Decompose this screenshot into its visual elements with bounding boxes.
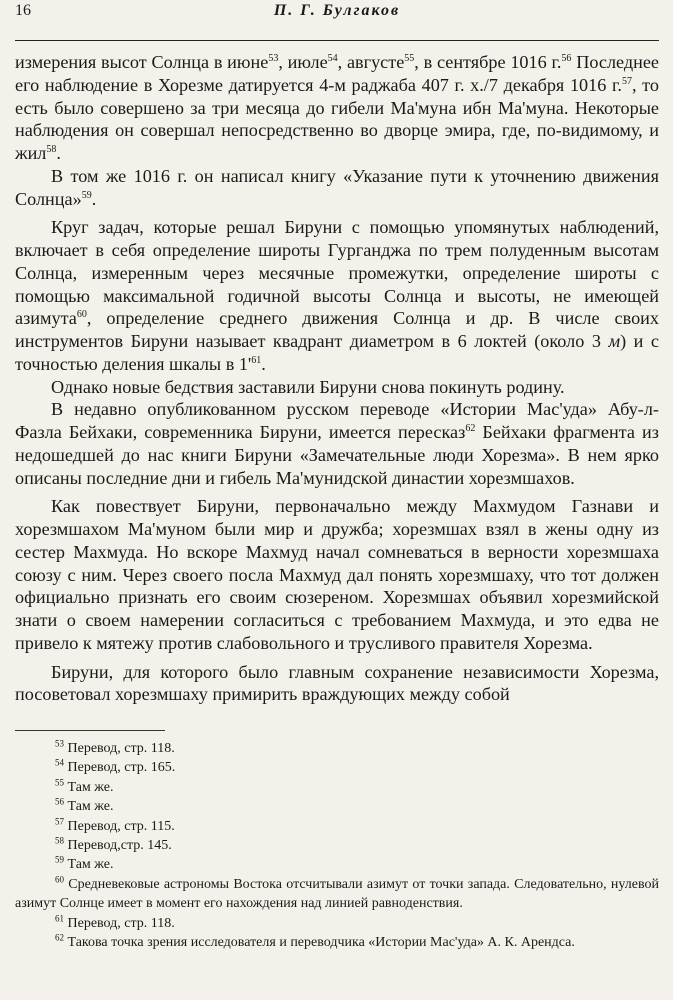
paragraph: В том же 1016 г. он написал книгу «Указание пути к уточнению движения Солнца»$^{59}$. (15, 165, 659, 209)
footnote: $^{58}$ Перевод,стр. 145. (55, 835, 172, 854)
footnote: $^{61}$ Перевод, стр. 118. (55, 913, 175, 931)
running-title: П. Г. Булгаков (273, 2, 401, 19)
footnote: $^{59}$ Там же. (55, 854, 114, 873)
footnote: $^{53}$ Перевод, стр. 118. (55, 738, 175, 756)
footnote: $^{60}$ Средневековые астрономы Востока отсчитывали азимут от точки запада. Следовательно, нулевой азимут Солнце имеет в момент его нахождения над линией равноденствия. (15, 874, 660, 912)
footnote-ref: 56 (561, 52, 572, 64)
footnote: $^{62}$ Такова точка зрения исследователя и переводчика «Истории Мас'уда» А. К. Арендса. (55, 932, 575, 951)
page-header (15, 0, 659, 41)
footnote-ref: 60 (76, 309, 87, 321)
paragraph: Круг задач, которые решал Бируни с помощью упомянутых наблюдений, включает в себя определение широты Гурганджа по трем полуденным высотам Солнца, измеренным через месячные промежутки, определение широты с помощью максимальной годичной высоты Солнца и высоты, не имеющей азимута$^{60}$, определение среднего движения Солнца и др. В числе своих инструментов Бируни называет квадрант диаметром в 6 локтей (около 3 м) и с точностью деления шкалы в $1'^{61}$. (15, 217, 659, 374)
footnote-ref: 55 (404, 52, 415, 64)
footnote-ref: 53 (268, 52, 279, 64)
page-number: 16 (15, 2, 31, 19)
paragraph: измерения высот Солнца в июне$^{53}$, июле$^{54}$, августе$^{55}$, в сентябре 1016 г.$^{56}$ Последнее его наблюдение в Хорезме датируется 4-м раджаба 407 г. х./7 декабря 1016 г.$^{57}$, то есть было совершено за три месяца до гибели Ма'муна ибн Ма'муна. Некоторые наблюдения он совершал непосредственно во дворце эмира, где, по-видимому, и жил$^{58}$. (15, 52, 659, 163)
footnote: $^{57}$ Перевод, стр. 115. (55, 815, 175, 834)
footnote-ref: 59 (81, 189, 92, 201)
footnote-ref: 61 (251, 354, 262, 366)
footnote-separator (15, 730, 165, 731)
footnote: $^{54}$ Перевод, стр. 165. (55, 757, 176, 776)
paragraph: Однако новые бедствия заставили Бируни снова покинуть родину. (51, 376, 565, 397)
paragraph: Бируни, для которого было главным сохранение независимости Хорезма, посоветовал хорезмшаху примирить враждующих между собой (15, 661, 659, 705)
footnote-ref: 54 (327, 52, 338, 64)
footnote-ref: 57 (621, 75, 632, 87)
footnote: $^{55}$ Там же. (55, 777, 114, 795)
paragraph: В недавно опубликованном русском переводе «Истории Мас'уда» Абу-л-Фазла Бейхаки, современника Бируни, имеется пересказ$^{62}$ Бейхаки фрагмента из недошедшей до нас книги Бируни «Замечательные люди Хорезма». В нем ярко описаны последние дни и гибель Ма'мунидской династии хорезмшахов. (15, 399, 659, 488)
main-text (15, 51, 659, 706)
footnote-ref: 58 (46, 143, 57, 155)
footnotes (15, 739, 659, 952)
footnote: $^{56}$ Там же. (55, 796, 114, 815)
footnote-ref: 62 (465, 422, 476, 434)
paragraph: Как повествует Бируни, первоначально между Махмудом Газнави и хорезмшахом Ма'муном были мир и дружба; хорезмшах взял в жены одну из сестер Махмуда. Но вскоре Махмуд начал сомневаться в верности хорезмшаха союзу с ним. Через своего посла Махмуд дал понять хорезмшаху, что тот должен официально признать его своим сюзереном. Хорезмшах объявил хорезмийской знати о своем намерении согласиться с требованием Махмуда, и это едва не привело к мятежу против слабовольного и трусливого правителя Хорезма. (15, 496, 659, 653)
